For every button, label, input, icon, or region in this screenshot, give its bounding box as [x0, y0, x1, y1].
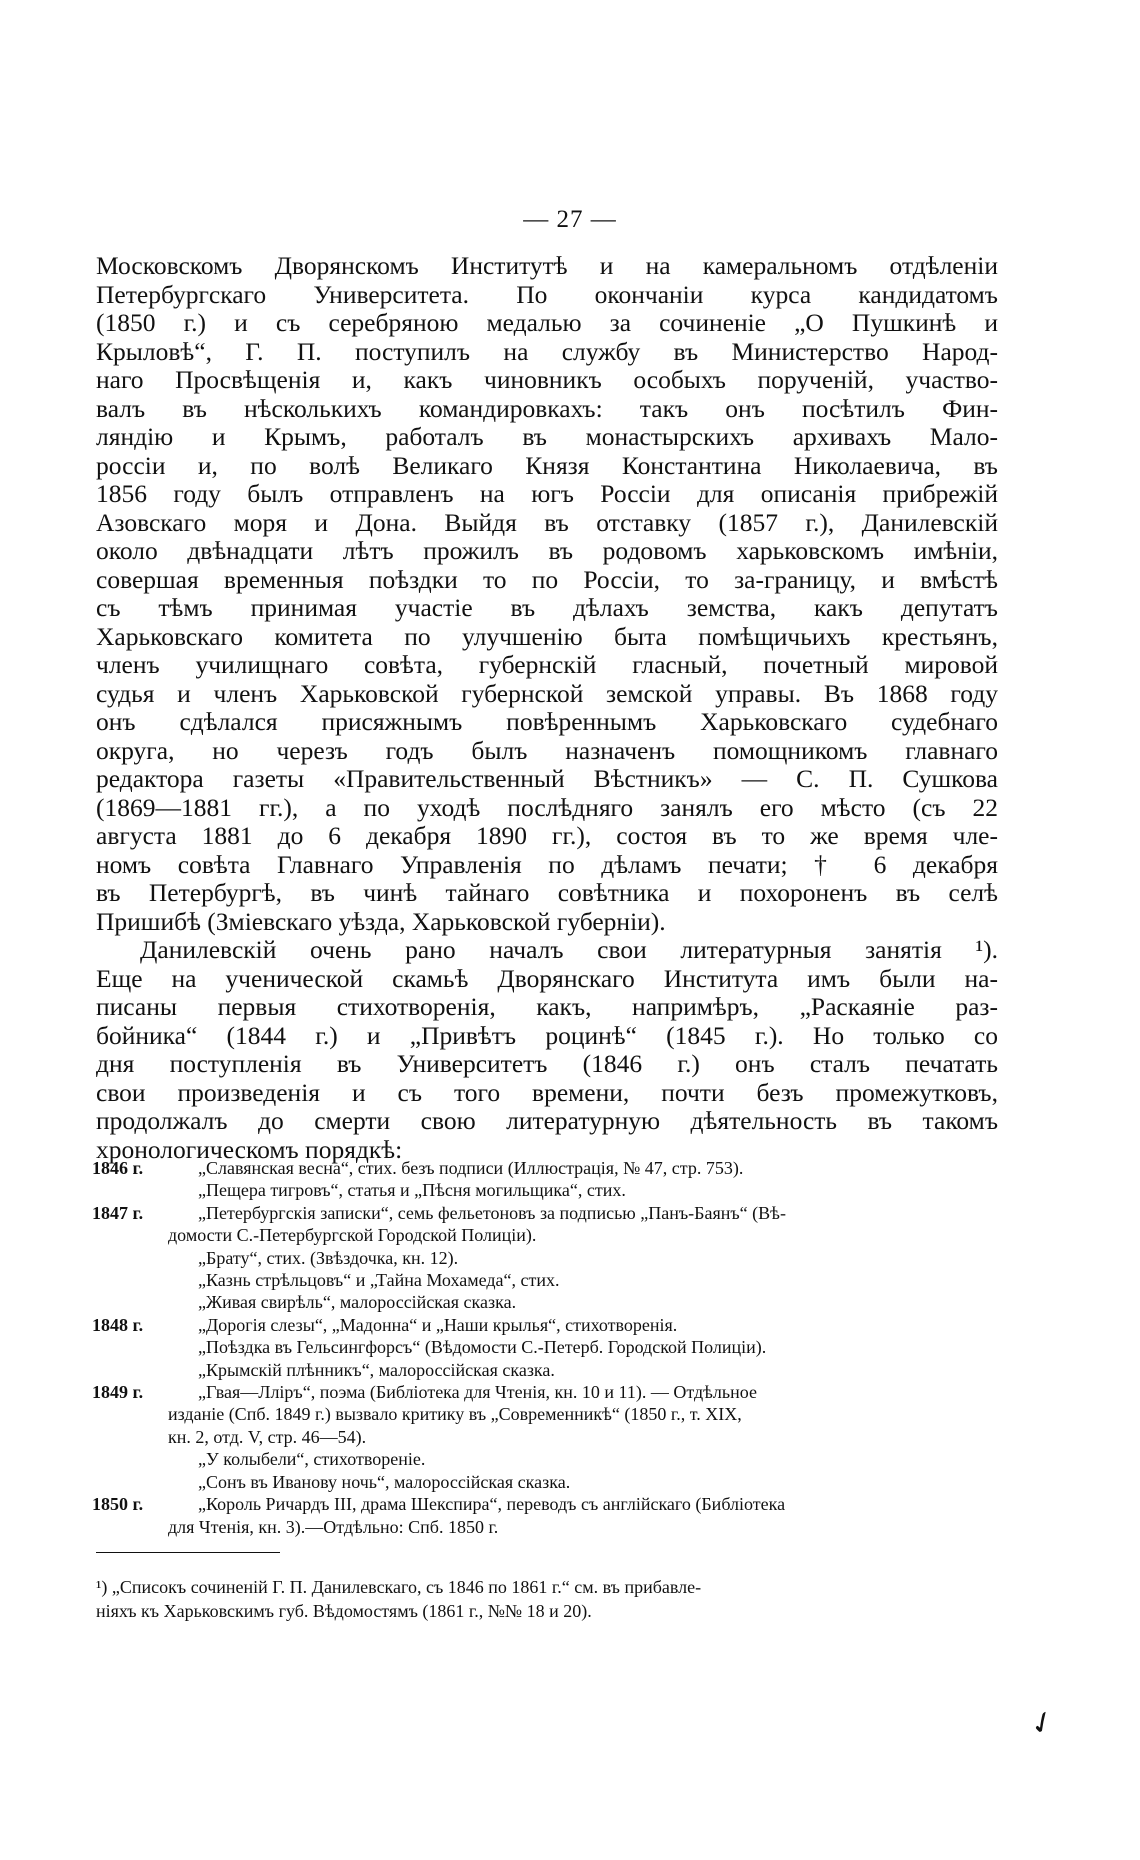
body-line: (1850 г.) и съ серебряною медалью за сочиненіе „О Пушкинѣ и	[96, 308, 998, 337]
body-line: россіи и, по волѣ Великаго Князя Константина Николаевича, въ	[96, 450, 998, 480]
entry-text: для Чтенія, кн. 3).—Отдѣльно: Спб. 1850 г.	[168, 1516, 499, 1537]
chronology-entry	[92, 1516, 992, 1538]
chronology-entry	[92, 1359, 992, 1381]
chronology-entry	[92, 1291, 992, 1313]
entry-year: 1850 г.	[92, 1494, 144, 1515]
entry-text: „Крымскій плѣнникъ“, малороссійская сказка.	[198, 1359, 555, 1380]
entry-year: 1849 г.	[92, 1382, 144, 1403]
body-line: (1869—1881 гг.), а по уходѣ послѣдняго занялъ его мѣсто (съ 22	[96, 792, 998, 822]
entry-year: 1847 г.	[92, 1202, 144, 1223]
body-line: совершая временныя поѣздки то по Россіи, то за-границу, и вмѣстѣ	[96, 564, 998, 594]
body-line: съ тѣмъ принимая участіе въ дѣлахъ земства, какъ депутатъ	[96, 593, 998, 622]
entry-text: „Славянская весна“, стих. безъ подписи (Иллюстрація, № 47, стр. 753).	[198, 1158, 744, 1178]
chronology-entry	[92, 1157, 992, 1179]
body-line: валъ въ нѣсколькихъ командировкахъ: такъ онъ посѣтилъ Фин-	[96, 393, 998, 423]
body-line: августа 1881 до 6 декабря 1890 гг.), состоя въ то же время чле-	[96, 821, 998, 850]
body-line: свои произведенія и съ того времени, почти безъ промежутковъ,	[96, 1077, 998, 1107]
body-line: въ Петербургѣ, въ чинѣ тайнаго совѣтника и похороненъ въ селѣ	[96, 878, 998, 907]
body-text	[96, 252, 998, 1164]
body-line: редактора газеты «Правительственный Вѣстникъ» — С. П. Сушкова	[96, 764, 998, 793]
body-line: писаны первыя стихотворенія, какъ, напримѣръ, „Раскаяніе раз-	[96, 992, 998, 1021]
entry-text: „У колыбели“, стихотвореніе.	[198, 1449, 426, 1470]
body-line: продолжалъ до смерти свою литературную дѣятельность въ такомъ	[96, 1106, 998, 1135]
body-line: хронологическомъ порядкѣ:	[96, 1134, 403, 1164]
chronology-entry	[92, 1403, 992, 1425]
body-line: наго Просвѣщенія и, какъ чиновникъ особыхъ порученій, участво-	[96, 365, 998, 394]
entry-text: „Брату“, стих. (Звѣздочка, кн. 12).	[198, 1247, 459, 1268]
entry-text: „Поѣздка въ Гельсингфорсъ“ (Вѣдомости С.-Петерб. Городской Полиціи).	[198, 1337, 767, 1358]
chronology-entry	[92, 1336, 992, 1358]
body-line: Пришибѣ (Зміевскаго уѣзда, Харьковской губерніи).	[96, 906, 666, 936]
body-line: округа, но черезъ годъ былъ назначенъ помощникомъ главнаго	[96, 735, 998, 765]
entry-year: 1846 г.	[92, 1158, 144, 1178]
entry-text: „Король Ричардъ III, драма Шекспира“, переводъ съ англійскаго (Библіотека	[198, 1494, 786, 1515]
entry-text: кн. 2, отд. V, стр. 46—54).	[168, 1426, 367, 1447]
body-line: членъ училищнаго совѣта, губернскій гласный, почетный мировой	[96, 650, 998, 679]
body-line: онъ сдѣлался присяжнымъ повѣреннымъ Харьковскаго судебнаго	[96, 707, 998, 736]
body-line: 1856 году былъ отправленъ на югъ Россіи для описанія прибрежій	[96, 479, 998, 508]
handwritten-mark: ✓	[1024, 1703, 1061, 1744]
entry-text: „Сонъ въ Иванову ночь“, малороссійская сказка.	[198, 1471, 571, 1492]
body-line: дня поступленія въ Университетъ (1846 г.) онъ сталъ печатать	[96, 1049, 998, 1078]
chronology-entry	[92, 1471, 992, 1493]
entry-text: „Петербургскія записки“, семь фельетоновъ за подписью „Панъ-Баянъ“ (Вѣ-	[198, 1202, 786, 1223]
footnote-line: ¹) „Списокъ сочиненій Г. П. Данилевскаго, съ 1846 по 1861 г.“ см. въ прибавле-	[96, 1577, 702, 1597]
body-line: бойника“ (1844 г.) и „Привѣтъ роцинѣ“ (1845 г.). Но только со	[96, 1020, 998, 1050]
body-line: Данилевскій очень рано началъ свои литературныя занятія ¹).	[140, 935, 998, 964]
chronology-entry	[92, 1247, 992, 1269]
body-line: Московскомъ Дворянскомъ Институтѣ и на камеральномъ отдѣленіи	[96, 251, 998, 280]
chronology-entry	[92, 1179, 992, 1201]
chronology-entry	[92, 1269, 992, 1291]
chronology-entry	[92, 1202, 992, 1224]
body-line: судья и членъ Харьковской губернской земской управы. Въ 1868 году	[96, 678, 998, 708]
chronology-entry	[92, 1314, 992, 1336]
chronology-list	[92, 1157, 992, 1538]
body-line: ляндію и Крымъ, работалъ въ монастырскихъ архивахъ Мало-	[96, 422, 998, 451]
body-line: номъ совѣта Главнаго Управленія по дѣламъ печати; † 6 декабря	[96, 849, 998, 879]
chronology-entry	[92, 1381, 992, 1403]
body-line: Крыловѣ“, Г. П. поступилъ на службу въ Министерство Народ-	[96, 336, 998, 366]
body-line: около двѣнадцати лѣтъ прожилъ въ родовомъ харьковскомъ имѣніи,	[96, 536, 998, 565]
entry-text: „Гвая—Лліръ“, поэма (Библіотека для Чтенія, кн. 10 и 11). — Отдѣльное	[198, 1382, 757, 1403]
entry-text: изданіе (Спб. 1849 г.) вызвало критику въ „Современникѣ“ (1850 г., т. XIX,	[168, 1404, 742, 1425]
footnote	[96, 1575, 996, 1623]
entry-text: „Живая свирѣль“, малороссійская сказка.	[198, 1292, 517, 1313]
footnote-divider	[96, 1552, 280, 1553]
chronology-entry	[92, 1493, 992, 1515]
chronology-entry	[92, 1426, 992, 1448]
body-line: Азовскаго моря и Дона. Выйдя въ отставку (1857 г.), Данилевскій	[96, 507, 998, 537]
body-line: Петербургскаго Университета. По окончаніи курса кандидатомъ	[96, 279, 998, 309]
page-number: — 27 —	[523, 206, 617, 233]
body-line: Харьковскаго комитета по улучшенію быта помѣщичьихъ крестьянъ,	[96, 621, 998, 651]
footnote-line: ніяхъ къ Харьковскимъ губ. Вѣдомостямъ (1861 г., №№ 18 и 20).	[96, 1601, 592, 1621]
entry-text: „Пещера тигровъ“, статья и „Пѣсня могильщика“, стих.	[198, 1180, 626, 1201]
entry-year: 1848 г.	[92, 1314, 144, 1335]
chronology-entry	[92, 1224, 992, 1246]
entry-text: „Казнь стрѣльцовъ“ и „Тайна Мохамеда“, стих.	[198, 1270, 560, 1291]
entry-text: домости С.-Петербургской Городской Полиціи).	[168, 1225, 537, 1246]
body-line: Еще на ученической скамьѣ Дворянскаго Института имъ были на-	[96, 963, 998, 993]
entry-text: „Дорогія слезы“, „Мадонна“ и „Наши крылья“, стихотворенія.	[198, 1314, 678, 1335]
chronology-entry	[92, 1448, 992, 1470]
